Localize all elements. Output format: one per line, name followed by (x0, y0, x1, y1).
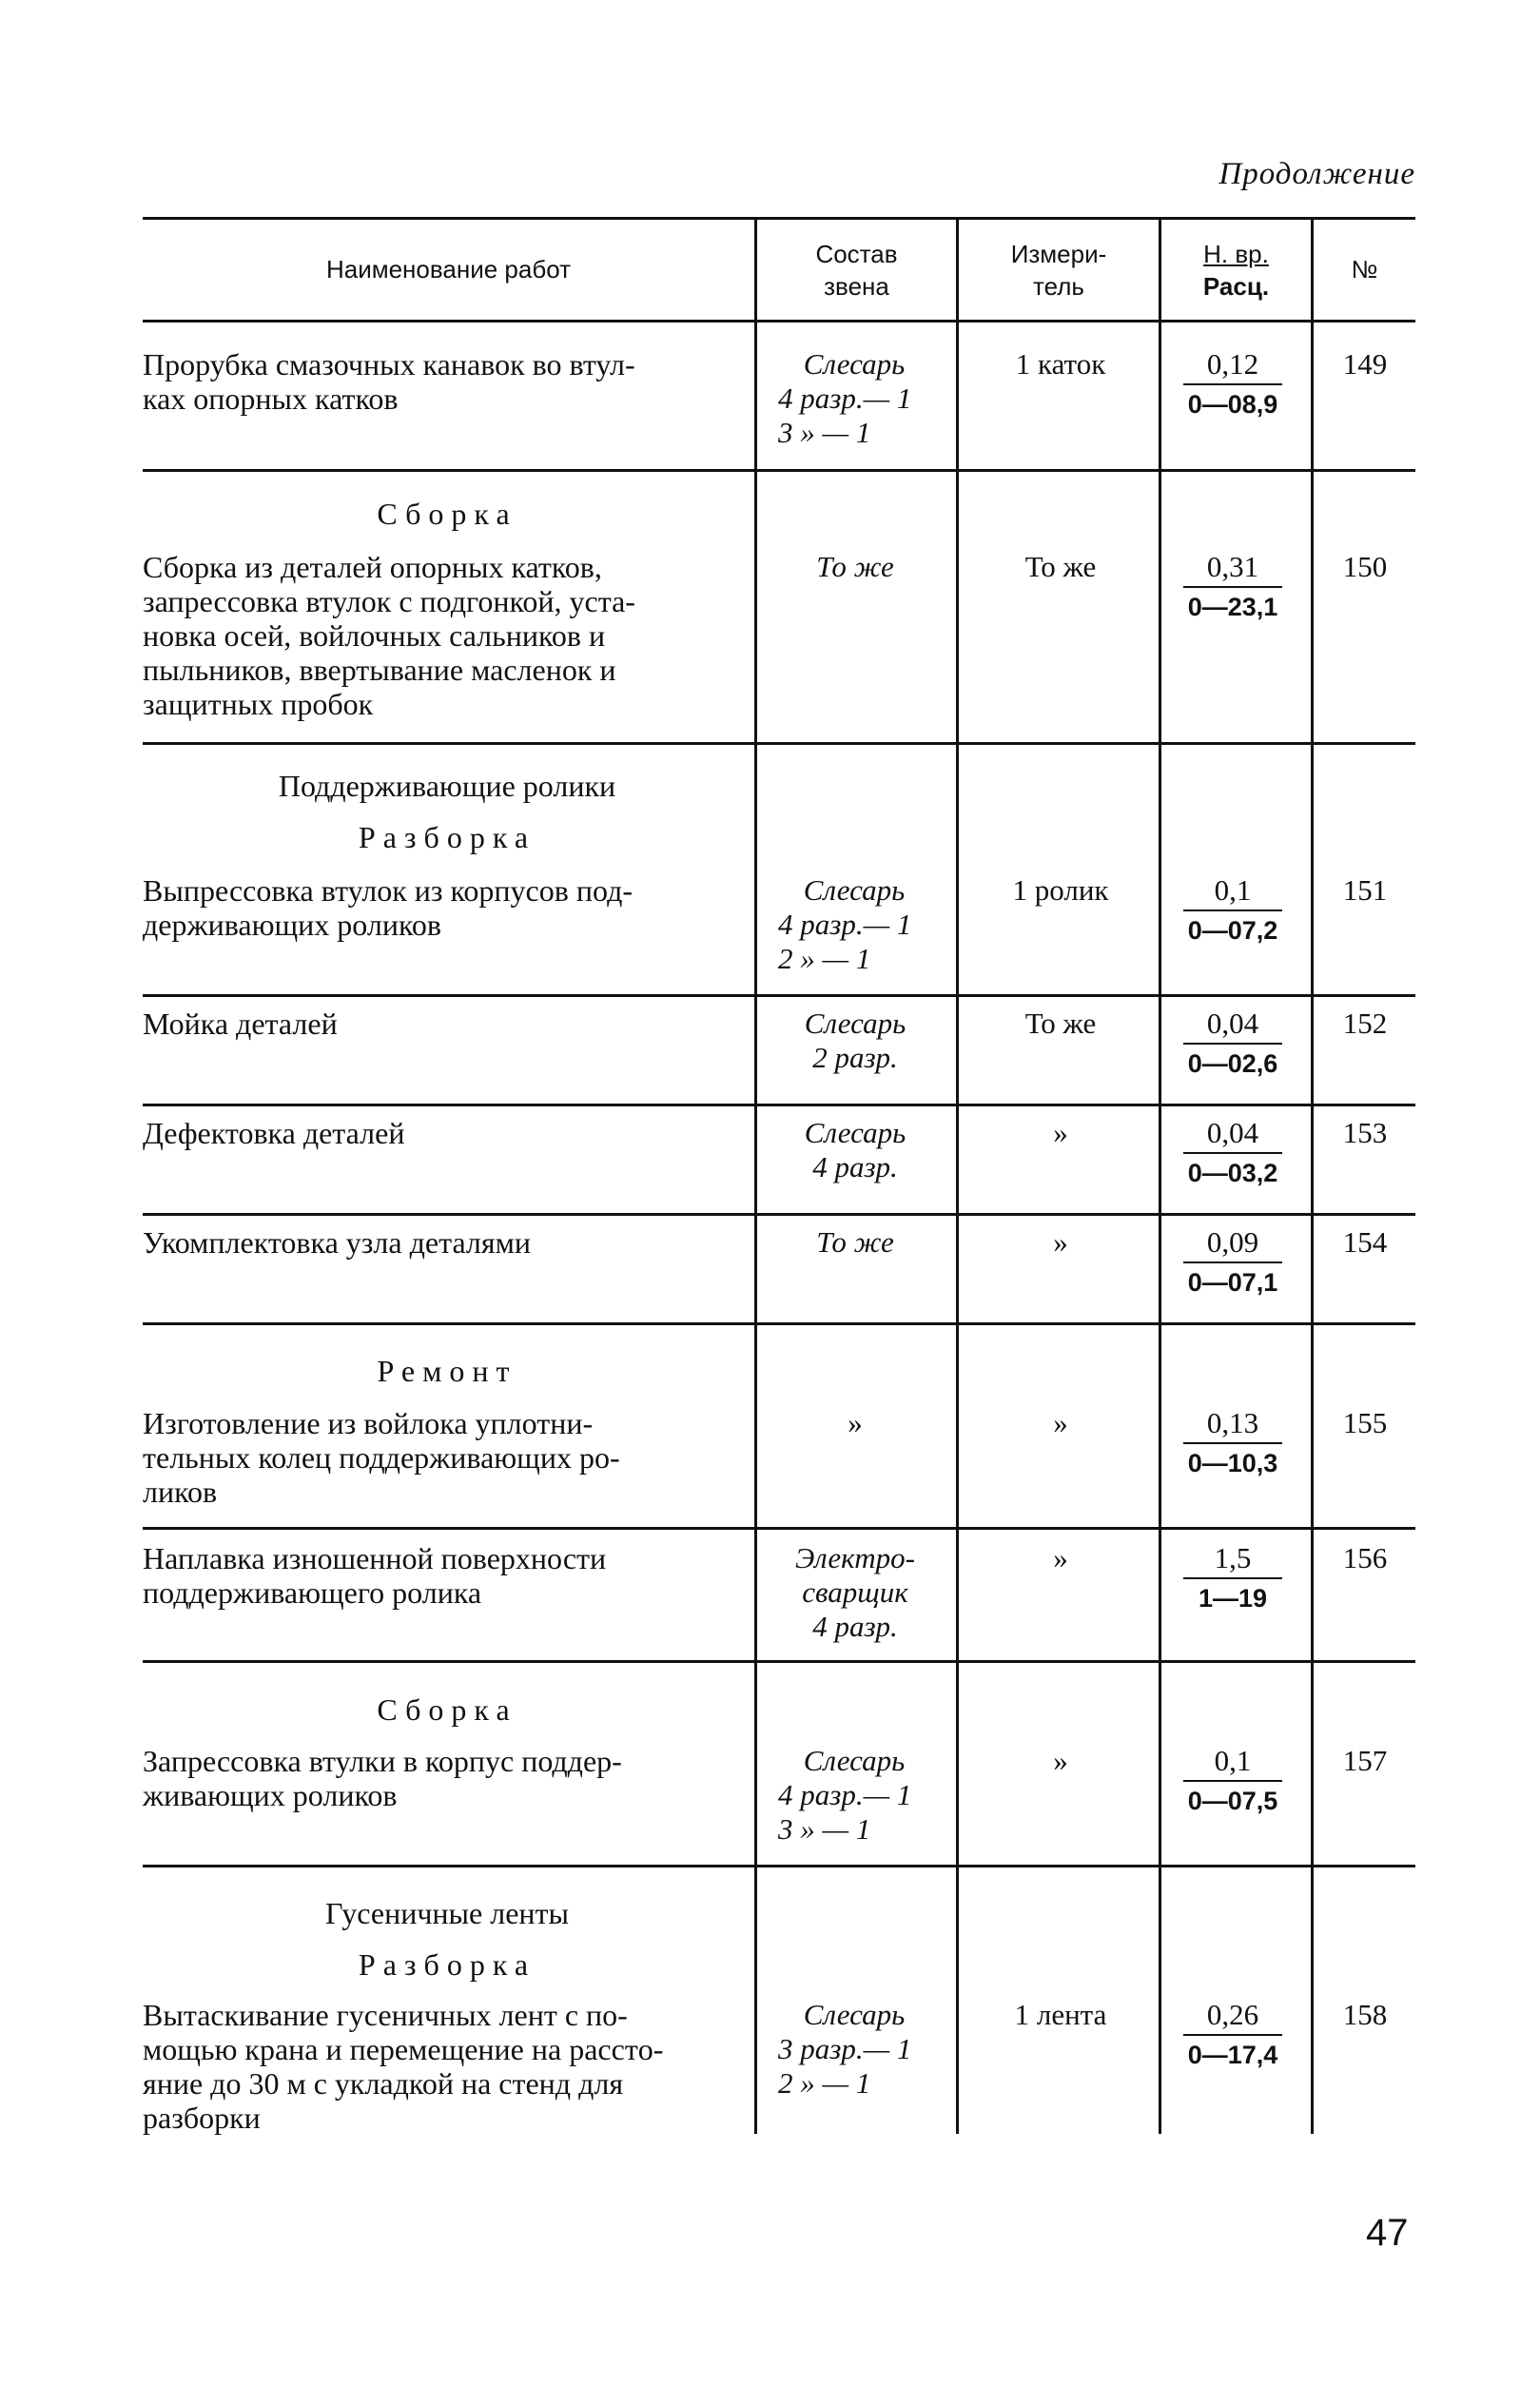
price: 0—17,4 (1187, 2041, 1278, 2069)
row-rule (143, 1322, 1415, 1325)
header-norm-time: Н. вр. (1203, 240, 1269, 268)
row-rule (143, 1865, 1415, 1867)
crew-cell (755, 1116, 955, 1184)
crew-cell (755, 1007, 955, 1075)
row-number: 154 (1342, 1225, 1388, 1259)
work-line: тельных колец поддерживающих ро- (143, 1440, 620, 1475)
price: 0—07,1 (1187, 1268, 1278, 1297)
crew-cell (755, 550, 955, 584)
work-line: ках опорных катков (143, 381, 399, 416)
crew-line: 3 » — 1 (778, 1812, 871, 1846)
norm-time: 0,12 (1206, 347, 1259, 381)
row-number: 156 (1342, 1541, 1388, 1574)
row-number: 157 (1342, 1744, 1388, 1777)
crew-cell (778, 1744, 930, 1847)
crew-cell (778, 347, 930, 450)
norm-time: 0,13 (1206, 1406, 1259, 1439)
row-number: 155 (1342, 1406, 1388, 1439)
price: 0—08,9 (1187, 390, 1278, 419)
section-heading: Разборка (358, 1947, 536, 1982)
measure-cell: » (1053, 1225, 1068, 1259)
row-rule (143, 742, 1415, 745)
section-heading: Гусеничные ленты (324, 1896, 570, 1930)
work-line: запрессовка втулок с подгонкой, уста- (143, 584, 635, 618)
table-row (143, 1541, 737, 1610)
header-crew-line: Состав (815, 240, 898, 268)
work-line: мощью крана и перемещение на расстo- (143, 2032, 664, 2066)
measure-cell: То же (1024, 1007, 1097, 1040)
price: 0—07,2 (1187, 916, 1278, 945)
price: 0—10,3 (1187, 1449, 1278, 1477)
header-crew (757, 238, 956, 303)
price: 0—23,1 (1187, 593, 1278, 621)
work-line: Наплавка изношенной поверхности (143, 1541, 607, 1575)
header-norm-price: Расц. (1202, 272, 1270, 301)
norm-time: 0,31 (1206, 550, 1259, 583)
rate-cell (1170, 550, 1296, 624)
norm-time: 0,1 (1214, 1744, 1252, 1777)
fraction-bar (1183, 2034, 1282, 2036)
row-number: 153 (1342, 1116, 1388, 1149)
measure-cell: » (1053, 1541, 1068, 1574)
norm-time: 1,5 (1214, 1541, 1252, 1574)
work-line: держивающих роликов (143, 908, 441, 942)
crew-cell (778, 1998, 930, 2101)
crew-line: 2 разр. (812, 1041, 898, 1074)
header-measure-line: тель (1033, 272, 1084, 301)
crew-line: 2 » — 1 (778, 942, 871, 975)
norm-time: 0,04 (1206, 1116, 1259, 1149)
table-row (143, 873, 737, 942)
fraction-bar (1183, 1043, 1282, 1045)
header-number: № (1351, 255, 1378, 284)
header-bottom-rule (143, 320, 1415, 323)
crew-line: Слесарь (803, 873, 906, 907)
fraction-bar (1183, 383, 1282, 385)
measure-cell: 1 каток (1015, 347, 1106, 381)
section-heading: Сборка (377, 1692, 517, 1727)
crew-line: 2 » — 1 (778, 2066, 871, 2100)
continuation-label: Продолжение (1218, 157, 1415, 191)
fraction-bar (1183, 1261, 1282, 1263)
header-crew-line: звена (824, 272, 889, 301)
page-number: 47 (1366, 2212, 1409, 2254)
crew-line: 4 разр.— 1 (778, 381, 912, 415)
work-line: защитных пробок (143, 687, 374, 721)
crew-line: Слесарь (803, 347, 906, 381)
row-number: 158 (1342, 1998, 1388, 2031)
work-line: разборки (143, 2101, 261, 2135)
work-line: пыльников, ввертывание масленок и (143, 653, 616, 687)
row-number: 150 (1342, 550, 1388, 583)
measure-cell: » (1053, 1744, 1068, 1777)
table-row (143, 1744, 737, 1812)
table-row (143, 550, 737, 721)
crew-line: 4 разр. (812, 1150, 898, 1183)
section-heading: Поддерживающие ролики (278, 769, 616, 803)
rate-cell (1170, 1541, 1296, 1615)
crew-cell (755, 1541, 955, 1644)
norm-time: 0,09 (1206, 1225, 1259, 1259)
crew-cell (755, 1406, 955, 1440)
fraction-bar (1183, 1442, 1282, 1444)
work-line: новка осей, войлочных сальников и (143, 618, 606, 653)
crew-line: То же (816, 1225, 894, 1259)
row-rule (143, 469, 1415, 472)
work-line: Выпрессовка втулок из корпусов под- (143, 873, 633, 908)
rate-cell (1170, 1998, 1296, 2072)
measure-cell: 1 лента (1014, 1998, 1107, 2031)
table-row (143, 1406, 737, 1509)
row-rule (143, 1213, 1415, 1216)
rate-cell (1170, 1406, 1296, 1480)
row-rule (143, 994, 1415, 997)
measure-cell: » (1053, 1406, 1068, 1439)
crew-line: 4 разр.— 1 (778, 1778, 912, 1811)
rate-cell (1170, 1116, 1296, 1190)
work-line: Запрессовка втулки в корпус поддер- (143, 1744, 622, 1778)
work-line: Дефектовка деталей (143, 1116, 405, 1150)
rate-cell (1170, 1007, 1296, 1081)
work-line: ликов (143, 1475, 218, 1509)
table-row (143, 347, 737, 416)
work-line: яние до 30 м с укладкой на стенд для (143, 2066, 624, 2101)
table-row (143, 1116, 737, 1150)
work-line: поддерживающего ролика (143, 1575, 482, 1610)
column-rule (1311, 217, 1314, 2134)
crew-line: » (848, 1406, 863, 1439)
work-line: Мойка деталей (143, 1007, 338, 1041)
crew-line: Слесарь (804, 1116, 906, 1149)
norm-time: 0,1 (1214, 873, 1252, 907)
rate-cell (1170, 873, 1296, 948)
rate-cell (1170, 1225, 1296, 1300)
header-measure (959, 238, 1159, 303)
table-row (143, 1225, 737, 1260)
crew-line: Электро- (795, 1541, 915, 1574)
fraction-bar (1183, 1152, 1282, 1154)
crew-line: 3 » — 1 (778, 416, 871, 449)
work-line: Вытаскивание гусеничных лент с по- (143, 1998, 628, 2032)
column-rule (1159, 217, 1161, 2134)
crew-line: Слесарь (803, 1744, 906, 1777)
table-top-rule (143, 217, 1415, 220)
section-heading: Разборка (358, 820, 536, 854)
price: 0—03,2 (1187, 1159, 1278, 1187)
norm-time: 0,04 (1206, 1007, 1259, 1040)
row-number: 151 (1342, 873, 1388, 907)
price: 1—19 (1198, 1584, 1268, 1613)
header-measure-line: Измери- (1010, 240, 1107, 268)
row-rule (143, 1527, 1415, 1530)
measure-cell: 1 ролик (1012, 873, 1109, 907)
crew-line: Слесарь (803, 1998, 906, 2031)
fraction-bar (1183, 1780, 1282, 1782)
price: 0—02,6 (1187, 1049, 1278, 1078)
price: 0—07,5 (1187, 1787, 1278, 1815)
crew-line: сварщик (802, 1575, 908, 1609)
row-number: 149 (1342, 347, 1388, 381)
column-rule (956, 217, 959, 2134)
crew-line: 4 разр.— 1 (778, 908, 912, 941)
fraction-bar (1183, 586, 1282, 588)
crew-line: 3 разр.— 1 (778, 2032, 912, 2065)
crew-line: 4 разр. (812, 1610, 898, 1643)
rate-cell (1170, 347, 1296, 421)
table-row (143, 1007, 737, 1041)
crew-line: То же (816, 550, 894, 583)
header-name: Наименование работ (325, 255, 572, 284)
table-row (143, 1998, 737, 2135)
row-number: 152 (1342, 1007, 1388, 1040)
fraction-bar (1183, 909, 1282, 911)
work-line: живающих роликов (143, 1778, 398, 1812)
measure-cell: То же (1024, 550, 1097, 583)
crew-cell (778, 873, 930, 976)
work-line: Сборка из деталей опорных катков, (143, 550, 602, 584)
section-heading: Ремонт (377, 1354, 517, 1388)
measure-cell: » (1053, 1116, 1068, 1149)
crew-cell (755, 1225, 955, 1260)
rate-cell (1170, 1744, 1296, 1818)
section-heading: Сборка (377, 497, 517, 531)
crew-line: Слесарь (804, 1007, 906, 1040)
work-line: Укомплектовка узла деталями (143, 1225, 531, 1260)
work-line: Изготовление из войлока уплотни- (143, 1406, 594, 1440)
header-norm (1161, 238, 1311, 303)
work-line: Прорубка смазочных канавок во втул- (143, 347, 635, 381)
row-rule (143, 1660, 1415, 1663)
row-rule (143, 1104, 1415, 1106)
norm-time: 0,26 (1206, 1998, 1259, 2031)
fraction-bar (1183, 1577, 1282, 1579)
